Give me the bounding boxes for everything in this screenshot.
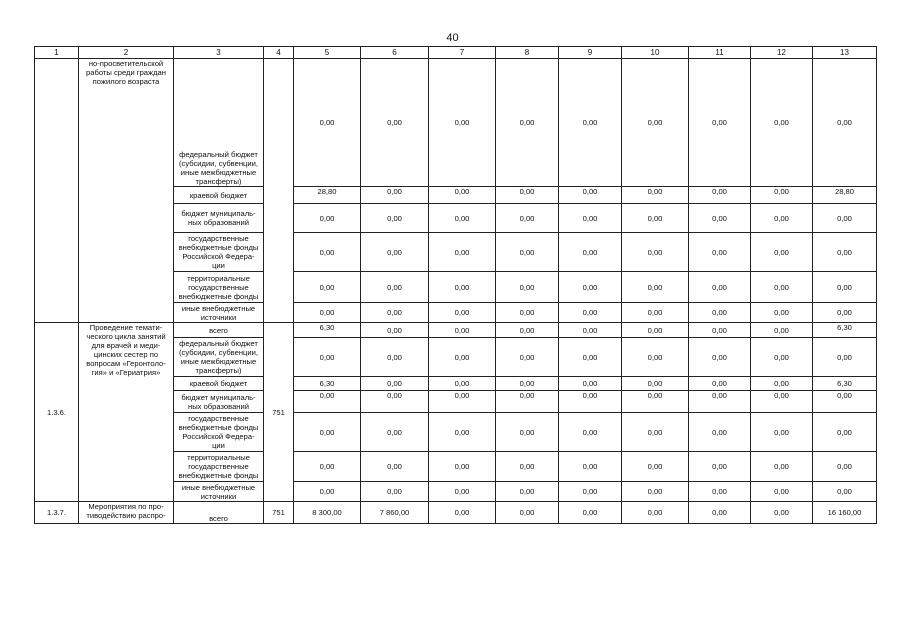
value-cell: 0,00 [496,338,559,377]
funding-source: государственные внебюджетные фонды Российской Федера-ции [174,413,264,452]
value-cell: 0,00 [361,303,429,323]
value-cell: 0,00 [294,338,361,377]
value-cell: 0,00 [622,482,689,502]
value-cell: 0,00 [559,204,622,233]
funding-source: иные внебюджетные источники [174,482,264,502]
funding-source: федеральный бюджет (субсидии, субвенции, иные межбюджетные трансферты) [174,338,264,377]
value-cell: 0,00 [496,413,559,452]
value-cell: 0,00 [813,59,877,187]
item-number-cell [35,59,79,323]
value-cell: 0,00 [429,413,496,452]
value-cell: 0,00 [294,482,361,502]
item-description: Мероприятия по про-тиводействию распро- [79,502,174,524]
value-cell: 0,00 [559,452,622,482]
value-cell: 0,00 [294,452,361,482]
value-cell: 7 860,00 [361,502,429,524]
funding-source: всего [174,323,264,338]
value-cell: 0,00 [496,187,559,204]
value-cell: 0,00 [429,452,496,482]
value-cell: 0,00 [429,303,496,323]
value-cell: 0,00 [496,502,559,524]
value-cell: 0,00 [751,502,813,524]
table-row [35,502,877,524]
column-header: 3 [174,47,264,59]
value-cell: 0,00 [559,272,622,303]
value-cell: 0,00 [751,272,813,303]
value-cell: 0,00 [622,187,689,204]
value-cell: 0,00 [559,413,622,452]
code-cell [264,59,294,323]
value-cell: 0,00 [496,272,559,303]
value-cell: 0,00 [361,338,429,377]
value-cell: 0,00 [496,204,559,233]
value-cell: 0,00 [429,323,496,338]
column-header: 1 [35,47,79,59]
value-cell: 0,00 [559,338,622,377]
funding-source: государственные внебюджетные фонды Российской Федера-ции [174,233,264,272]
table-row [35,59,877,187]
value-cell: 0,00 [559,233,622,272]
column-number-header [35,47,877,59]
item-code: 751 [264,323,294,502]
value-cell: 0,00 [361,452,429,482]
value-cell: 0,00 [622,303,689,323]
funding-source: всего [174,502,264,524]
value-cell: 0,00 [294,204,361,233]
funding-source: иные внебюджетные источники [174,303,264,323]
value-cell: 0,00 [622,323,689,338]
value-cell: 0,00 [622,502,689,524]
value-cell: 0,00 [429,187,496,204]
value-cell: 6,30 [294,377,361,391]
value-cell: 0,00 [361,204,429,233]
value-cell: 0,00 [429,377,496,391]
value-cell: 0,00 [689,233,751,272]
value-cell: 0,00 [689,338,751,377]
value-cell: 0,00 [751,303,813,323]
value-cell: 0,00 [429,233,496,272]
value-cell: 0,00 [689,272,751,303]
item-code: 751 [264,502,294,524]
value-cell: 0,00 [294,233,361,272]
value-cell: 0,00 [622,413,689,452]
column-header: 5 [294,47,361,59]
value-cell: 16 160,00 [813,502,877,524]
value-cell: 0,00 [559,323,622,338]
value-cell: 0,00 [496,452,559,482]
column-header: 12 [751,47,813,59]
value-cell: 0,00 [294,303,361,323]
value-cell: 0,00 [294,413,361,452]
column-header: 7 [429,47,496,59]
value-cell: 0,00 [496,391,559,413]
value-cell: 0,00 [429,502,496,524]
value-cell: 0,00 [813,303,877,323]
value-cell: 0,00 [689,391,751,413]
value-cell: 0,00 [559,502,622,524]
value-cell: 0,00 [751,233,813,272]
value-cell: 0,00 [429,204,496,233]
value-cell: 0,00 [496,233,559,272]
value-cell: 0,00 [429,391,496,413]
value-cell: 0,00 [813,391,877,413]
value-cell: 0,00 [361,233,429,272]
value-cell: 6,30 [813,323,877,338]
value-cell: 0,00 [294,272,361,303]
column-header: 10 [622,47,689,59]
column-header: 2 [79,47,174,59]
value-cell: 0,00 [622,272,689,303]
value-cell: 0,00 [813,272,877,303]
funding-source: бюджет муниципаль-ных образований [174,204,264,233]
value-cell: 0,00 [361,272,429,303]
column-header: 11 [689,47,751,59]
value-cell: 0,00 [559,187,622,204]
value-cell: 28,80 [294,187,361,204]
funding-source: бюджет муниципаль-ных образований [174,391,264,413]
value-cell: 0,00 [622,391,689,413]
value-cell: 0,00 [559,59,622,187]
value-cell: 0,00 [689,413,751,452]
value-cell: 0,00 [689,377,751,391]
value-cell: 0,00 [813,452,877,482]
value-cell: 0,00 [622,204,689,233]
value-cell: 0,00 [751,59,813,187]
value-cell: 0,00 [496,323,559,338]
value-cell: 0,00 [361,391,429,413]
value-cell: 0,00 [751,323,813,338]
item-description: но-просветительской работы среди граждан пожилого возраста [79,59,174,323]
value-cell: 0,00 [559,482,622,502]
value-cell: 0,00 [751,187,813,204]
item-description: Проведение темати-ческого цикла занятий для врачей и меди-цинских сестер по вопросам «Геронтоло-гия» и «Гериатрия» [79,323,174,502]
value-cell: 0,00 [429,59,496,187]
value-cell: 0,00 [361,482,429,502]
value-cell: 0,00 [361,59,429,187]
value-cell: 0,00 [496,377,559,391]
value-cell: 0,00 [689,482,751,502]
value-cell: 0,00 [496,303,559,323]
value-cell: 0,00 [622,59,689,187]
column-header: 6 [361,47,429,59]
value-cell: 0,00 [361,413,429,452]
funding-source: краевой бюджет [174,187,264,204]
value-cell: 0,00 [813,204,877,233]
value-cell: 0,00 [294,59,361,187]
column-header: 9 [559,47,622,59]
value-cell: 0,00 [751,391,813,413]
value-cell: 0,00 [751,413,813,452]
funding-source: территориальные государственные внебюджетные фонды [174,452,264,482]
column-header: 4 [264,47,294,59]
column-header: 8 [496,47,559,59]
value-cell: 0,00 [429,272,496,303]
value-cell: 0,00 [622,452,689,482]
value-cell: 0,00 [689,204,751,233]
value-cell: 0,00 [361,377,429,391]
table-row [35,323,877,338]
value-cell: 6,30 [813,377,877,391]
value-cell: 0,00 [813,482,877,502]
value-cell: 0,00 [361,323,429,338]
value-cell: 0,00 [751,377,813,391]
value-cell: 0,00 [751,204,813,233]
value-cell: 0,00 [559,377,622,391]
item-number: 1.3.7. [35,502,79,524]
value-cell: 6,30 [294,323,361,338]
value-cell: 0,00 [496,482,559,502]
value-cell: 0,00 [689,303,751,323]
value-cell: 0,00 [559,391,622,413]
value-cell: 0,00 [361,187,429,204]
value-cell: 0,00 [751,338,813,377]
value-cell: 0,00 [689,452,751,482]
page-number: 40 [446,32,459,44]
value-cell: 0,00 [689,187,751,204]
value-cell: 0,00 [751,452,813,482]
value-cell: 0,00 [622,338,689,377]
value-cell: 0,00 [559,303,622,323]
value-cell: 0,00 [622,233,689,272]
item-number: 1.3.6. [35,323,79,502]
value-cell: 8 300,00 [294,502,361,524]
value-cell: 0,00 [689,323,751,338]
value-cell: 0,00 [496,59,559,187]
funding-source: территориальные государственные внебюджетные фонды [174,272,264,303]
funding-source: краевой бюджет [174,377,264,391]
value-cell: 0,00 [429,338,496,377]
value-cell: 0,00 [294,391,361,413]
value-cell: 0,00 [429,482,496,502]
budget-table [34,46,877,524]
value-cell: 0,00 [813,413,877,452]
value-cell: 0,00 [622,377,689,391]
column-header: 13 [813,47,877,59]
value-cell: 0,00 [751,482,813,502]
value-cell: 0,00 [689,59,751,187]
funding-source: федеральный бюджет (субсидии, субвенции, иные межбюджетные трансферты) [174,59,264,187]
value-cell: 28,80 [813,187,877,204]
value-cell: 0,00 [813,233,877,272]
value-cell: 0,00 [813,338,877,377]
value-cell: 0,00 [689,502,751,524]
